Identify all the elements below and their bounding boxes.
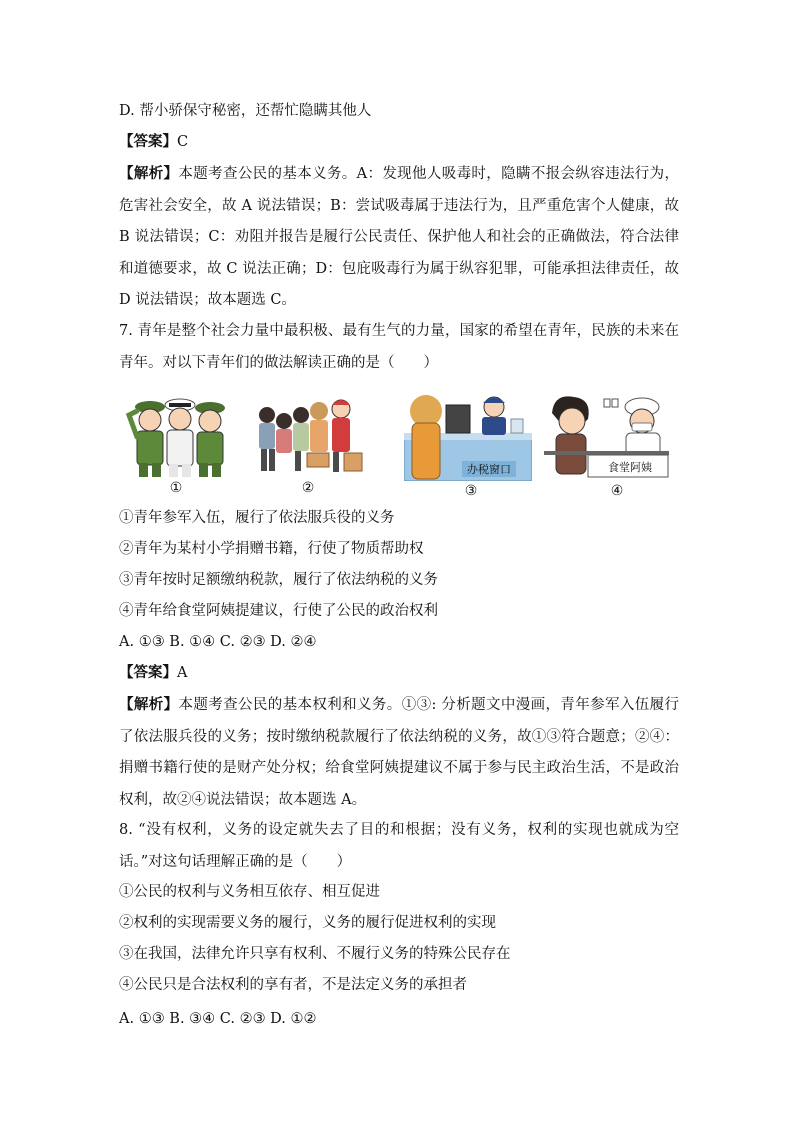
q7-statement-4: ④青年给食堂阿姨提建议，行使了公民的政治权利	[119, 603, 438, 619]
q8-statement-2: ②权利的实现需要义务的履行，义务的履行促进权利的实现	[119, 915, 496, 931]
q7-analysis	[119, 689, 679, 816]
figure-4	[544, 393, 669, 478]
figure-4-label: ④	[610, 483, 624, 499]
figure-3	[404, 393, 532, 481]
canteen-sign: 食堂阿姨	[608, 461, 652, 474]
q6-analysis	[119, 158, 679, 317]
q7-figures	[119, 393, 679, 503]
q7-statement-1: ①青年参军入伍，履行了依法服兵役的义务	[119, 510, 395, 526]
tax-window-illustration-icon	[404, 393, 532, 481]
q6-option-d: D. 帮小骄保守秘密，还帮忙隐瞒其他人	[119, 103, 372, 119]
figure-2	[249, 393, 364, 478]
q7-choices: A. ①③ B. ①④ C. ②③ D. ②④	[119, 634, 317, 650]
q7-statement-2: ②青年为某村小学捐赠书籍，行使了物质帮助权	[119, 541, 424, 557]
figure-3-label: ③	[464, 483, 478, 499]
answer-value: C	[177, 134, 189, 150]
analysis-tag: 【解析】	[119, 165, 179, 182]
analysis-tag: 【解析】	[119, 696, 179, 713]
q7-stem: 7. 青年是整个社会力量中最积极、最有生气的力量，国家的希望在青年，民族的未来在青年。对以下青年们的做法解读正确的是（ ）	[119, 323, 679, 371]
soldiers-illustration-icon	[125, 393, 235, 478]
answer-value: A	[177, 665, 188, 681]
q7-statement-3: ③青年按时足额缴纳税款，履行了依法纳税的义务	[119, 572, 438, 588]
q8-stem: 8. “没有权利，义务的设定就失去了目的和根据；没有义务，权利的实现也就成为空话。”对这句话理解正确的是（ ）	[119, 822, 679, 870]
q8-choices: A. ①③ B. ③④ C. ②③ D. ①②	[119, 1011, 317, 1027]
q6-answer	[119, 132, 679, 152]
q8-statement-1: ①公民的权利与义务相互依存、相互促进	[119, 884, 380, 900]
book-donation-illustration-icon	[249, 393, 364, 478]
answer-tag: 【答案】	[119, 664, 177, 681]
figure-2-label: ②	[301, 480, 315, 496]
figure-1-label: ①	[169, 480, 183, 496]
analysis-text: 本题考查公民的基本权利和义务。①③: 分析题文中漫画，青年参军入伍履行了依法服兵役的义务；按时缴纳税款履行了依法纳税的义务，故①③符合题意；②④：捐赠书籍行使的是财产处分权；给食堂阿姨提建议不属于参与民主政治生活，不是政治权利，故②④说法错误；故本题选 A。	[119, 697, 679, 808]
analysis-text: 本题考查公民的基本义务。A：发现他人吸毒时，隐瞒不报会纵容违法行为，危害社会安全，故 A 说法错误；B：尝试吸毒属于违法行为，且严重危害个人健康，故 B 说法错误；C：劝阻并报告是履行公民责任、保护他人和社会的正确做法，符合法律和道德要求，故 C 说法正确；D：包庇吸毒行为属于纵容犯罪，可能承担法律责任，故 D 说法错误；故本题选 C。	[119, 166, 680, 308]
q8-statement-4: ④公民只是合法权利的享有者，不是法定义务的承担者	[119, 977, 467, 993]
q7-answer	[119, 663, 679, 683]
q8-statement-3: ③在我国，法律允许只享有权利、不履行义务的特殊公民存在	[119, 946, 511, 962]
answer-tag: 【答案】	[119, 133, 177, 150]
canteen-illustration-icon	[544, 393, 669, 478]
tax-window-sign: 办税窗口	[467, 463, 511, 476]
figure-1	[125, 393, 235, 478]
